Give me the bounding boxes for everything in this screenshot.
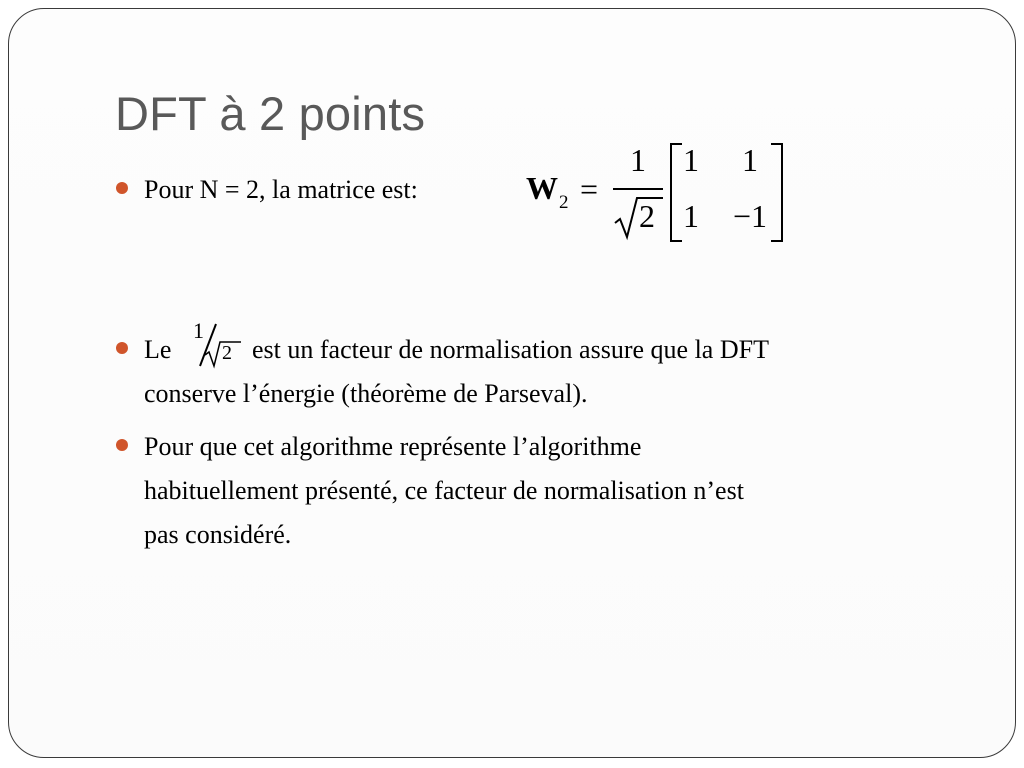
bullet-2-line-2: conserve l’énergie (théorème de Parseval).: [144, 379, 588, 408]
bullet-3-line-3: pas considéré.: [144, 520, 292, 549]
bullet-2-line-1: est un facteur de normalisation assure que la DFT: [252, 335, 769, 364]
fraction-bar: [613, 188, 663, 190]
bullet-marker: [116, 182, 128, 194]
matrix-cell: 1: [683, 142, 699, 178]
matrix-cell: 1: [742, 142, 758, 178]
equation-numerator: 1: [630, 142, 646, 178]
equation-denominator: 2: [639, 198, 655, 234]
matrix-right-bracket: [770, 143, 784, 243]
inline-fraction-numerator: 1: [193, 318, 204, 343]
matrix-left-bracket: [669, 143, 683, 243]
bullet-3-line-1: Pour que cet algorithme représente l’algorithme: [144, 432, 642, 461]
bullet-3-line-2: habituellement présenté, ce facteur de normalisation n’est: [144, 476, 744, 505]
equation-lhs-subscript: 2: [559, 192, 569, 213]
bullet-1-text: Pour N = 2, la matrice est:: [144, 175, 418, 204]
bullet-marker: [116, 439, 128, 451]
matrix-cell: −1: [733, 198, 768, 234]
bullet-2-prefix: Le: [144, 335, 172, 364]
matrix-cell: 1: [683, 198, 699, 234]
inline-fraction-denominator: 2: [222, 342, 232, 364]
equation-lhs: W: [526, 170, 558, 206]
bullet-marker: [116, 342, 128, 354]
equation-equals: =: [580, 171, 599, 207]
slide-title: DFT à 2 points: [115, 87, 426, 140]
